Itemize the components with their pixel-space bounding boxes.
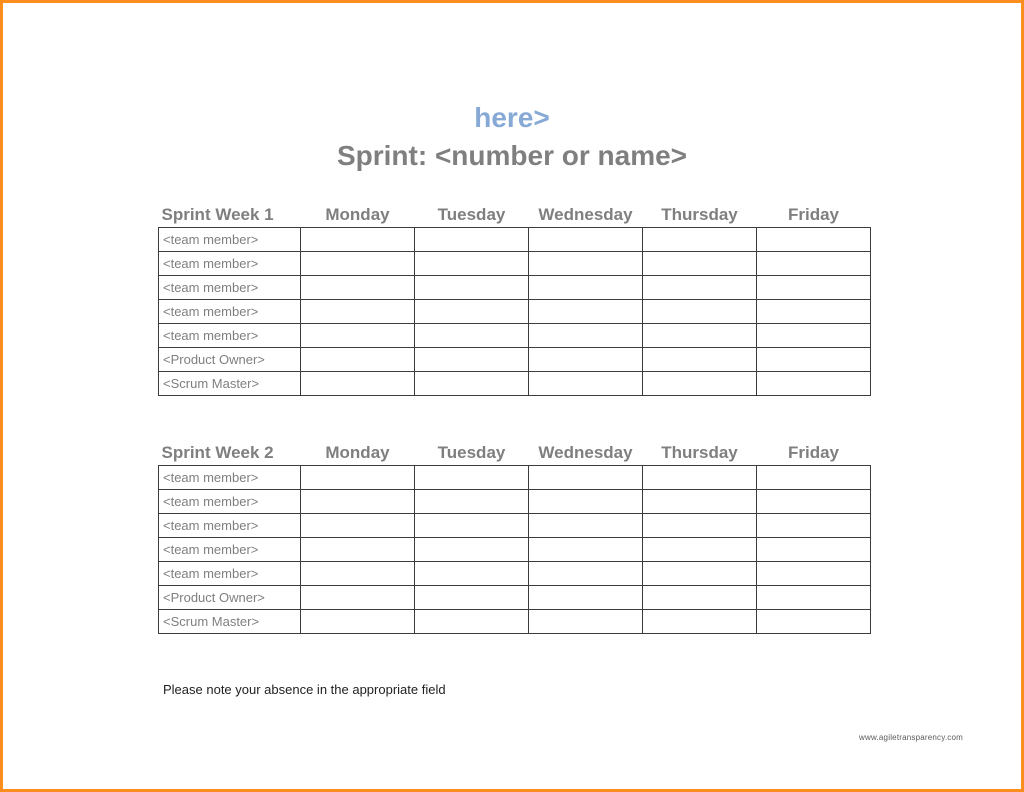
- page-title-partial: here>: [474, 102, 550, 133]
- absence-cell: [643, 228, 757, 252]
- row-label: <team member>: [159, 324, 301, 348]
- absence-cell: [757, 300, 871, 324]
- absence-cell: [301, 324, 415, 348]
- absence-cell: [643, 300, 757, 324]
- day-header-tuesday: Tuesday: [437, 205, 506, 224]
- row-label: <team member>: [159, 514, 301, 538]
- absence-cell: [643, 490, 757, 514]
- row-label: <team member>: [159, 562, 301, 586]
- row-label: <Scrum Master>: [159, 610, 301, 634]
- absence-cell: [301, 252, 415, 276]
- week-title: Sprint Week 1: [161, 205, 274, 224]
- sprint-week-1-section: [158, 203, 870, 396]
- absence-cell: [757, 348, 871, 372]
- absence-cell: [415, 300, 529, 324]
- absence-cell: [757, 324, 871, 348]
- absence-cell: [415, 276, 529, 300]
- absence-cell: [415, 610, 529, 634]
- footer-website-url: www.agiletransparency.com: [859, 733, 964, 742]
- table-row: [159, 372, 871, 396]
- absence-cell: [529, 228, 643, 252]
- week-title: Sprint Week 2: [161, 443, 274, 462]
- sprint-week-1-table: [158, 203, 871, 396]
- absence-cell: [415, 586, 529, 610]
- row-label: <team member>: [159, 300, 301, 324]
- absence-cell: [301, 372, 415, 396]
- absence-cell: [301, 610, 415, 634]
- absence-cell: [301, 276, 415, 300]
- absence-cell: [415, 490, 529, 514]
- day-header-monday: Monday: [325, 443, 390, 462]
- row-label: <team member>: [159, 538, 301, 562]
- absence-cell: [757, 276, 871, 300]
- absence-cell: [757, 466, 871, 490]
- absence-cell: [757, 228, 871, 252]
- absence-cell: [643, 562, 757, 586]
- absence-cell: [529, 586, 643, 610]
- absence-cell: [643, 276, 757, 300]
- row-label: <team member>: [159, 276, 301, 300]
- day-header-thursday: Thursday: [661, 205, 738, 224]
- absence-cell: [643, 348, 757, 372]
- day-header-friday: Friday: [787, 205, 840, 224]
- absence-cell: [301, 490, 415, 514]
- table-row: [159, 324, 871, 348]
- row-label: <Product Owner>: [159, 586, 301, 610]
- row-label: <team member>: [159, 466, 301, 490]
- table-row: [159, 538, 871, 562]
- day-header-wednesday: Wednesday: [538, 443, 633, 462]
- row-label: <team member>: [159, 228, 301, 252]
- absence-cell: [415, 514, 529, 538]
- absence-cell: [643, 586, 757, 610]
- absence-cell: [529, 466, 643, 490]
- absence-cell: [757, 586, 871, 610]
- table-row: [159, 466, 871, 490]
- absence-cell: [301, 514, 415, 538]
- absence-cell: [757, 514, 871, 538]
- absence-cell: [529, 300, 643, 324]
- table-row: [159, 300, 871, 324]
- absence-cell: [757, 610, 871, 634]
- absence-cell: [415, 538, 529, 562]
- row-label: <team member>: [159, 490, 301, 514]
- row-label: <team member>: [159, 252, 301, 276]
- absence-cell: [757, 252, 871, 276]
- absence-cell: [529, 372, 643, 396]
- table-row: [159, 514, 871, 538]
- table-row: [159, 228, 871, 252]
- absence-note: Please note your absence in the appropriate field: [163, 682, 446, 697]
- day-header-monday: Monday: [325, 205, 390, 224]
- absence-cell: [643, 372, 757, 396]
- absence-cell: [529, 348, 643, 372]
- absence-cell: [529, 252, 643, 276]
- absence-cell: [643, 324, 757, 348]
- absence-cell: [415, 372, 529, 396]
- absence-cell: [529, 610, 643, 634]
- absence-cell: [301, 466, 415, 490]
- absence-cell: [529, 538, 643, 562]
- absence-cell: [301, 348, 415, 372]
- row-label: <Scrum Master>: [159, 372, 301, 396]
- absence-cell: [529, 324, 643, 348]
- row-label: <Product Owner>: [159, 348, 301, 372]
- table-row: [159, 276, 871, 300]
- table-header-row: [159, 203, 871, 228]
- absence-cell: [301, 300, 415, 324]
- day-header-wednesday: Wednesday: [538, 205, 633, 224]
- absence-cell: [643, 610, 757, 634]
- table-row: [159, 562, 871, 586]
- absence-cell: [643, 538, 757, 562]
- absence-cell: [301, 562, 415, 586]
- absence-cell: [415, 348, 529, 372]
- absence-cell: [301, 228, 415, 252]
- absence-cell: [757, 538, 871, 562]
- table-row: [159, 586, 871, 610]
- table-row: [159, 252, 871, 276]
- sprint-title: Sprint: <number or name>: [336, 140, 688, 171]
- absence-cell: [415, 252, 529, 276]
- sprint-week-2-section: [158, 441, 870, 634]
- absence-cell: [643, 514, 757, 538]
- absence-cell: [757, 562, 871, 586]
- absence-cell: [529, 514, 643, 538]
- absence-cell: [757, 372, 871, 396]
- absence-cell: [529, 490, 643, 514]
- absence-cell: [529, 562, 643, 586]
- absence-cell: [415, 466, 529, 490]
- absence-cell: [643, 252, 757, 276]
- day-header-tuesday: Tuesday: [437, 443, 506, 462]
- absence-cell: [415, 228, 529, 252]
- absence-cell: [757, 490, 871, 514]
- absence-cell: [301, 586, 415, 610]
- sprint-week-2-table: [158, 441, 871, 634]
- day-header-friday: Friday: [787, 443, 840, 462]
- absence-cell: [643, 466, 757, 490]
- table-row: [159, 610, 871, 634]
- absence-cell: [529, 276, 643, 300]
- table-row: [159, 490, 871, 514]
- absence-cell: [301, 538, 415, 562]
- table-header-row: [159, 441, 871, 466]
- absence-cell: [415, 324, 529, 348]
- day-header-thursday: Thursday: [661, 443, 738, 462]
- table-row: [159, 348, 871, 372]
- absence-cell: [415, 562, 529, 586]
